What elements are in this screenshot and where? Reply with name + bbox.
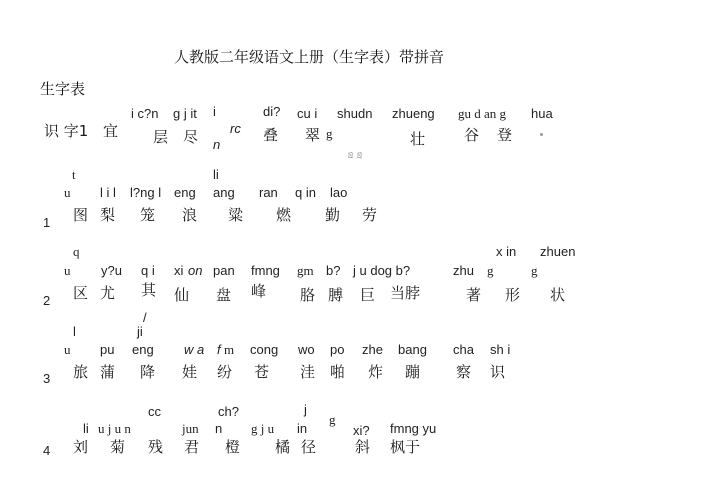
pinyin-text: eng [174, 185, 196, 200]
pinyin-text: gu d an g [458, 106, 507, 121]
chinese-character: 膊 [328, 286, 344, 304]
pinyin-text: u [64, 185, 71, 200]
row-number: 2 [43, 293, 51, 308]
pinyin-text: shudn [337, 106, 373, 121]
stray-dot [540, 133, 543, 136]
chinese-character: 壮 [410, 130, 426, 148]
chinese-character: 峰 [251, 282, 267, 300]
pinyin-text: g [326, 126, 333, 141]
chinese-character: 登 [497, 126, 513, 144]
chinese-character: 蒲 [100, 363, 116, 381]
chinese-character: 盘 [216, 286, 232, 304]
pinyin-text: l?ng l [130, 185, 162, 200]
pinyin-text: cha [453, 342, 474, 357]
pinyin-text: ji [137, 324, 143, 339]
pinyin-text: f [217, 342, 221, 357]
chinese-character: 尤 [100, 284, 116, 302]
pinyin-text: fmng yu [390, 421, 437, 436]
pinyin-text: b? [326, 263, 341, 278]
pinyin-text: n [215, 421, 223, 436]
row-number: 4 [43, 443, 51, 458]
ocr-artifact-text: ㄖㄖ [346, 151, 365, 161]
pinyin-text: cong [250, 342, 279, 357]
row-number: 1 [43, 215, 51, 230]
chinese-character: 旅 [73, 363, 89, 381]
chinese-character: 胳 [300, 286, 316, 304]
chinese-character: 君 [184, 438, 200, 456]
chinese-character: 区 [73, 284, 89, 302]
pinyin-text: bang [398, 342, 427, 357]
row-number: 3 [43, 371, 51, 386]
chinese-character: 娃 [182, 363, 198, 381]
pinyin-text: po [330, 342, 345, 357]
pinyin-text: on [188, 263, 203, 278]
pinyin-text: u [64, 342, 71, 357]
pinyin-text: l i l [100, 185, 116, 200]
pinyin-text: t [72, 167, 76, 182]
chinese-character: 苍 [254, 363, 270, 381]
section-heading: 生字表 [40, 80, 86, 98]
pinyin-text: jun [182, 421, 199, 436]
pinyin-text: ang [213, 185, 235, 200]
pinyin-text: gm [297, 263, 314, 278]
chinese-character: 巨 [360, 286, 376, 304]
pinyin-text: q i [141, 263, 155, 278]
pinyin-text: rc [230, 121, 241, 136]
pinyin-text: j u dog b? [353, 263, 411, 278]
pinyin-text: g [487, 263, 494, 278]
pinyin-text: wo [298, 342, 315, 357]
chinese-character: 其 [141, 281, 157, 299]
chinese-character: 翠 [305, 126, 321, 144]
chinese-character: 梨 [100, 206, 116, 224]
chinese-character: 叠 [263, 126, 279, 144]
pinyin-text: pan [213, 263, 235, 278]
pinyin-text: u [64, 263, 71, 278]
pinyin-text: g j it [173, 106, 197, 121]
pinyin-text: zhu [453, 263, 474, 278]
pinyin-text: li [213, 167, 219, 182]
pinyin-text: sh i [490, 342, 511, 357]
pinyin-text: l [73, 324, 76, 339]
chinese-character: 察 [456, 363, 472, 381]
chinese-character: 勤 [325, 206, 341, 224]
chinese-character: 枫于 [390, 438, 421, 456]
pinyin-text: di? [263, 104, 281, 119]
chinese-character: 形 [505, 286, 521, 304]
pinyin-text: g [531, 263, 538, 278]
chinese-character: 谷 [464, 126, 480, 144]
chinese-character: 洼 [300, 363, 316, 381]
chinese-character: 粱 [228, 206, 244, 224]
chinese-character: 斜 [355, 438, 371, 456]
document-title: 人教版二年级语文上册（生字表）带拼音 [174, 48, 445, 66]
pinyin-text: g [329, 412, 336, 427]
pinyin-text: cu i [297, 106, 318, 121]
row-label-literacy-1: 识 字1 [44, 122, 89, 140]
pinyin-text: g j u [251, 421, 275, 436]
pinyin-text: pu [100, 342, 115, 357]
chinese-character: 层 [153, 128, 169, 146]
chinese-character: 图 [73, 206, 89, 224]
chinese-character: 识 [490, 363, 506, 381]
pinyin-text: cc [148, 404, 161, 419]
pinyin-text: in [297, 421, 308, 436]
pinyin-text: eng [132, 342, 154, 357]
pinyin-text: li [83, 421, 89, 436]
chinese-character: 状 [550, 286, 566, 304]
chinese-character: 燃 [276, 206, 292, 224]
pinyin-text: / [143, 310, 147, 325]
pinyin-text: u j u n [98, 421, 131, 436]
pinyin-text: w a [184, 342, 205, 357]
pinyin-text: n [213, 137, 221, 152]
chinese-character: 径 [301, 438, 317, 456]
chinese-character: 劳 [362, 206, 378, 224]
chinese-character: 啪 [330, 363, 346, 381]
chinese-character: 降 [140, 363, 156, 381]
pinyin-text: i c?n [131, 106, 159, 121]
pinyin-text: lao [330, 185, 348, 200]
chinese-character: 菊 [110, 438, 126, 456]
pinyin-text: y?u [101, 263, 122, 278]
pinyin-text: m [224, 342, 235, 357]
chinese-character: 纷 [217, 363, 233, 381]
pinyin-text: zhuen [540, 244, 576, 259]
chinese-character: 炸 [368, 363, 384, 381]
pinyin-text: ran [259, 185, 278, 200]
pinyin-text: j [304, 402, 307, 417]
pinyin-text: zhueng [392, 106, 435, 121]
chinese-character: 尽 [183, 128, 199, 146]
pinyin-text: q [73, 244, 80, 259]
chinese-character: 橘 [275, 438, 291, 456]
chinese-character: 当脖 [390, 284, 421, 302]
pinyin-text: zhe [362, 342, 383, 357]
pinyin-text: i [213, 104, 216, 119]
pinyin-text: fmng [251, 263, 280, 278]
chinese-character: 残 [148, 438, 164, 456]
chinese-character: 蹦 [405, 363, 421, 381]
chinese-character: 浪 [182, 206, 198, 224]
chinese-character: 著 [466, 286, 482, 304]
chinese-character: 宜 [103, 122, 119, 140]
pinyin-text: x in [496, 244, 517, 259]
chinese-character: 笼 [140, 206, 156, 224]
pinyin-text: xi? [353, 423, 370, 438]
pinyin-text: q in [295, 185, 316, 200]
pinyin-text: xi [174, 263, 184, 278]
pinyin-text: hua [531, 106, 553, 121]
pinyin-text: ch? [218, 404, 239, 419]
chinese-character: 橙 [225, 438, 241, 456]
chinese-character: 仙 [174, 286, 190, 304]
chinese-character: 刘 [73, 438, 89, 456]
